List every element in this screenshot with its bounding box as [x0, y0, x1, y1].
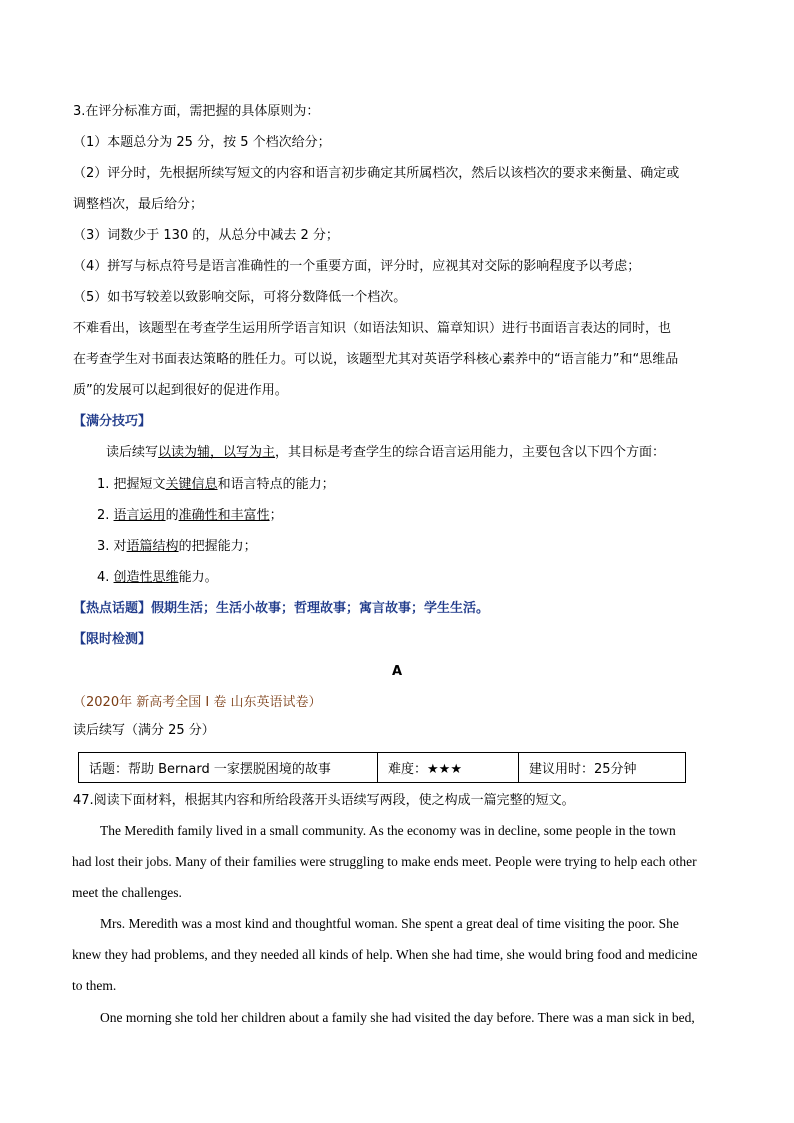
skill-item-1: 1. 把握短文关键信息和语言特点的能力；: [97, 477, 335, 492]
passage-line-2: had lost their jobs. Many of their families were struggling to make ends meet. People were trying to help each other: [72, 854, 697, 869]
passage-line-1: The Meredith family lived in a small community. As the economy was in decline, some people in the town: [100, 823, 676, 838]
hot-topics: 【热点话题】假期生活；生活小故事；哲理故事；寓言故事；学生生活。: [73, 601, 490, 616]
summary-line-1: 不难看出，该题型在考查学生运用所学语言知识（如语法知识、篇章知识）进行书面语言表达的同时，也: [73, 321, 672, 336]
skill-item-3: 3. 对语篇结构的把握能力；: [97, 539, 257, 554]
rules-heading: 3.在评分标准方面，需把握的具体原则为：: [73, 104, 320, 119]
summary-line-2: 在考查学生对书面表达策略的胜任力。可以说，该题型尤其对英语学科核心素养中的“语言能力”和“思维品: [73, 352, 679, 367]
passage-line-3: meet the challenges.: [72, 885, 182, 900]
summary-line-3: 质”的发展可以起到很好的促进作用。: [73, 383, 288, 398]
section-label: A: [391, 664, 403, 679]
test-title: 【限时检测】: [73, 632, 152, 647]
rule-item-5: （5）如书写较差以致影响交际，可将分数降低一个档次。: [73, 290, 407, 305]
passage-line-6: to them.: [72, 978, 117, 993]
rule-item-2-cont: 调整档次，最后给分；: [73, 197, 204, 212]
time-cell: 建议用时：25分钟: [519, 753, 686, 783]
question-instruction: 47.阅读下面材料，根据其内容和所给段落开头语续写两段，使之构成一篇完整的短文。: [73, 793, 575, 808]
passage-line-5: knew they had problems, and they needed all kinds of help. When she had time, she would bring food and medicine: [72, 947, 698, 962]
rule-item-1: （1）本题总分为 25 分，按 5 个档次给分；: [73, 135, 331, 150]
exam-source: （2020年 新高考全国 I 卷 山东英语试卷）: [73, 695, 322, 710]
difficulty-cell: 难度：★★★: [378, 753, 519, 783]
rule-item-3: （3）词数少于 130 的，从总分中减去 2 分；: [73, 228, 339, 243]
topic-cell: 话题：帮助 Bernard 一家摆脱困境的故事: [79, 753, 378, 783]
rule-item-2: （2）评分时，先根据所续写短文的内容和语言初步确定其所属档次，然后以该档次的要求来衡量、确定或: [73, 166, 680, 181]
passage-line-7: One morning she told her children about a family she had visited the day before. There was a man sick in bed,: [100, 1010, 695, 1025]
info-table: [78, 752, 686, 783]
passage-line-4: Mrs. Meredith was a most kind and thoughtful woman. She spent a great deal of time visiting the poor. She: [100, 916, 679, 931]
task-title: 读后续写（满分 25 分）: [73, 723, 215, 738]
rule-item-4: （4）拼写与标点符号是语言准确性的一个重要方面，评分时，应视其对交际的影响程度予以考虑；: [73, 259, 641, 274]
star-icon: ★★★: [427, 762, 462, 777]
skills-intro: 读后续写以读为辅，以写为主，其目标是考查学生的综合语言运用能力，主要包含以下四个方面：: [106, 445, 666, 460]
skills-title: 【满分技巧】: [73, 414, 152, 429]
skill-item-2: 2. 语言运用的准确性和丰富性；: [97, 508, 283, 523]
skill-item-4: 4. 创造性思维能力。: [97, 570, 218, 585]
